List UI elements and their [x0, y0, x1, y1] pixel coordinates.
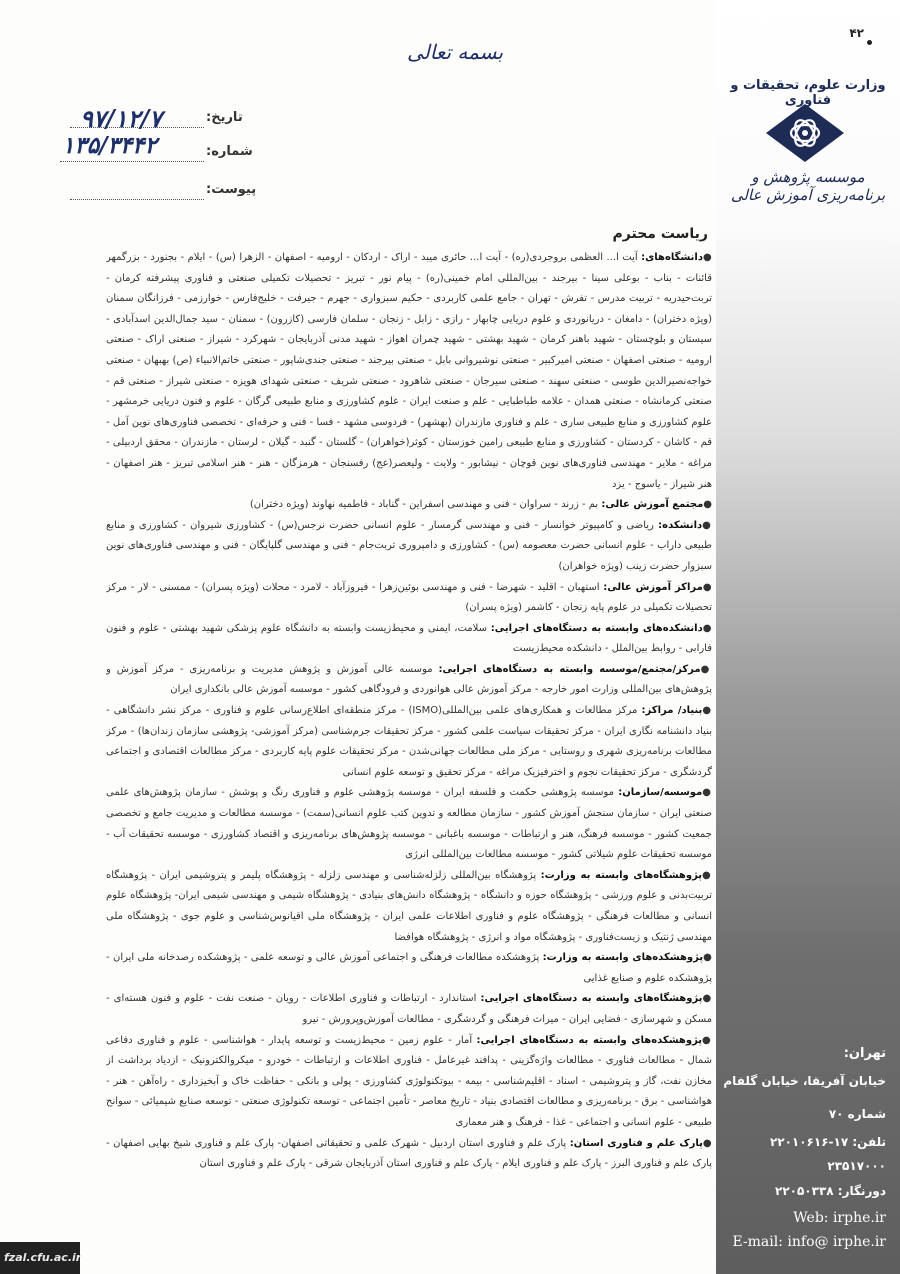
letter-body	[106, 248, 712, 1208]
address-street: خیابان آفریقا، خیابان گلفام	[723, 1074, 886, 1088]
page-number: ۴۲	[849, 26, 864, 40]
section-title: مرکز/مجتمع/موسسه وابسته به دستگاه‌های اجرایی:	[438, 663, 701, 675]
section-faculties: ●دانشکده: ریاضی و کامپیوتر خوانسار - فنی و مهندسی گرمسار - علوم انسانی حضرت نرجس(س) - کشاورزی شیروان - کشاورزی و منابع طبیعی داراب - علوم انسانی حضرت معصومه (س) - کشاورزی و دامپروری تربت‌جام - فنی و مهندسی گلپایگان - فنی و مهندسی فناوری‌های نوین سبزوار حضرت زینب (ویژه خواهران)	[106, 519, 712, 572]
section-title: مراکز آموزش عالی:	[603, 581, 703, 593]
dot-mark	[867, 40, 872, 45]
section-text: پژوهشکده مطالعات فرهنگی و اجتماعی آموزش عالی و توسعه علمی - پژوهشکده رصدخانه ملی ایران - پژوهشکده علوم و صنایع غذایی	[106, 952, 712, 984]
institute-logo	[764, 102, 846, 164]
email-link[interactable]: E-mail: info@ irphe.ir	[732, 1234, 886, 1250]
section-text: مرکز مطالعات و همکاری‌های علمی بین‌المللی(ISMO) - مرکز منطقه‌ای اطلاع‌رسانی علوم و فناوری - مرکز نشر دانشگاهی - بنیاد دانشنامه نگاری ایران - مرکز تحقیقات سیاست علمی کشور - مرکز تحقیقات جرم‌شناسی (مرکز آموزشی- پژوهشی سازمان زندان‌ها) - مرکز مطالعات برنامه‌ریزی شهری و روستایی - مرکز ملی مطالعات جهانی‌شدن - مرکز تحقیقات علوم پایه کاربردی - مرکز مطالعات اقتصادی و اجتماعی گردشگری - مرکز تحقیقات نجوم و اخترفیزیک مراغه - مرکز تحقیق و توسعه علوم انسانی	[106, 705, 712, 778]
section-text: موسسه پژوهشی حکمت و فلسفه ایران - موسسه پژوهشی علوم و فناوری رنگ و پوشش - سازمان پژوهش‌های علمی صنعتی ایران - سازمان سنجش آموزش کشور - سازمان مطالعه و تدوین کتب علوم انسانی(سمت) - موسسه مطالعات و مدیریت جامع و تخصصی جمعیت کشور - موسسه فرهنگ، هنر و ارتباطات - موسسه باغبانی - موسسه پژوهش‌های برنامه‌ریزی و اقتصاد کشاورزی - موسسه تحقیقات آب - موسسه تحقیقات علوم شیلاتی کشور - موسسه مطالعات بین‌المللی انرژی	[106, 787, 712, 861]
ministry-name: وزارت علوم، تحقیقات و فناوری	[730, 78, 886, 108]
section-title: بنیاد/ مراکز:	[641, 705, 703, 717]
site-badge-text: fzal.cfu.ac.ir	[4, 1251, 82, 1264]
address-number: شماره ۷۰	[828, 1107, 886, 1121]
section-text: ریاضی و کامپیوتر خوانسار - فنی و مهندسی گرمسار - علوم انسانی حضرت نرجس(س) - کشاورزی شیروان - کشاورزی و منابع طبیعی داراب - علوم انسانی حضرت معصومه (س) - کشاورزی و دامپروری تربت‌جام - فنی و مهندسی گلپایگان - فنی و مهندسی فناوری‌های نوین سبزوار حضرت زینب (ویژه خواهران)	[106, 519, 712, 572]
section-ministry-research-centers: ●پژوهشکده‌های وابسته به وزارت: پژوهشکده مطالعات فرهنگی و اجتماعی آموزش عالی و توسعه علمی - پژوهشکده رصدخانه ملی ایران - پژوهشکده علوم و صنایع غذایی	[106, 952, 712, 984]
salutation: ریاست محترم	[612, 226, 708, 242]
letterhead-sidebar	[716, 0, 900, 1274]
date-label: تاریخ:	[206, 110, 243, 125]
section-text: موسسه عالی آموزش و پژوهش مدیریت و برنامه‌ریزی - مرکز آموزش و پژوهش‌های بین‌المللی وزارت امور خارجه - مرکز آموزش عالی هوانوردی و فرودگاهی کشور - موسسه آموزش عالی بانکداری ایران	[106, 663, 712, 696]
section-title: پژوهشگاه‌های وابسته به وزارت:	[540, 869, 703, 881]
section-title: موسسه/سازمان:	[618, 787, 703, 799]
section-ministry-research-institutes: ●پژوهشگاه‌های وابسته به وزارت: پژوهشگاه بین‌المللی زلزله‌شناسی و مهندسی زلزله - پژوهشگاه پلیمر و پتروشیمی ایران - پژوهشگاه تربیت‌بدنی و علوم ورزشی - پژوهشگاه حوزه و دانشگاه - پژوهشگاه دانش‌های بنیادی - پژوهشگاه شیمی و مهندسی شیمی ایران- پژوهشگاه علوم انسانی و مطالعات فرهنگی - پژوهشگاه علوم و فناوری اطلاعات علمی ایران - پژوهشگاه ملی اقیانوس‌شناسی و علوم جوی - پژوهشگاه ملی مهندسی ژنتیک و زیست‌فناوری - پژوهشگاه مواد و انرژی - پژوهشگاه هوافضا	[106, 869, 712, 943]
section-title: پژوهشگاه‌های وابسته به دستگاه‌های اجرایی:	[480, 993, 703, 1005]
section-title: دانشکده‌های وابسته به دستگاه‌های اجرایی:	[490, 622, 703, 634]
section-higher-ed-centers: ●مراکز آموزش عالی: استهبان - اقلید - شهرضا - فنی و مهندسی بوئین‌زهرا - فیروزآباد - لامرد - محلات (ویژه پسران) - ممسنی - لار - مرکز تحصیلات تکمیلی در علوم پایه زنجان - کاشمر (ویژه پسران)	[106, 581, 712, 614]
section-title: دانشگاه‌های:	[641, 252, 703, 263]
date-value: ۹۷/۱۲/۷	[80, 104, 162, 133]
address-phone-2: ۲۳۵۱۷۰۰۰	[827, 1159, 886, 1173]
section-executive-research-centers: ●پژوهشکده‌های وابسته به دستگاه‌های اجرایی: آمار - علوم زمین - محیط‌زیست و توسعه پایدار - هواشناسی - علوم و فناوری دفاعی شمال - مطالعات فناوری - مطالعات واژه‌گزینی - پدافند غیرعامل - فناوری اطلاعات و ارتباطات - خودرو - میکروالکترونیک - ازدیاد برداشت از مخازن نفت، گاز و پتروشیمی - اسناد - اقلیم‌شناسی - بیمه - بیوتکنولوژی کشاورزی - پولی و بانکی - حفاظت خاک و آبخیزداری - راه‌آهن - هنر - هواشناسی - برق - برنامه‌ریزی و مطالعات اقتصادی بنیاد - تاریخ معاصر - تأمین اجتماعی - توسعه تکنولوژی صنعتی - توسعه صنایع شیمیائی - سوانح طبیعی - علوم انسانی و اجتماعی - غذا - فرهنگ و هنر معماری	[106, 1034, 712, 1128]
section-text: پارک علم و فناوری استان اردبیل - شهرک علمی و تحقیقاتی اصفهان- پارک علم و فناوری شیخ بهایی اصفهان - پارک علم و فناوری البرز - پارک علم و فناوری ایلام - پارک علم و فناوری استان آذربایجان شرقی - پارک علم و فناوری استان	[106, 1137, 712, 1170]
section-text: آیت ا... العظمی بروجردی(ره) - آیت ا... حائری میبد - اراک - اردکان - ارومیه - اصفهان - الزهرا (س) - ایلام - بجنورد - بزرگمهر قائنات - بناب - بوعلی سینا - بیرجند - بین‌المللی امام خمینی(ره) - پیام نور - تبریز - تحصیلات تکمیلی صنعتی و فناوری پیشرفته کرمان - تربت‌حیدریه - تربیت مدرس - تفرش - تهران - جامع علمی کاربردی - حکیم سبزواری - جهرم - جیرفت - خلیج‌فارس - خوارزمی - فرزانگان سمنان (ویژه دختران) - دامغان - دریانوردی و علوم دریایی چابهار - رازی - زابل - زنجان - سلمان فارسی (کازرون) - سمنان - سید جمال‌الدین اسدآبادی - سیستان و بلوچستان - شهید باهنر کرمان - شهید بهشتی - شهید چمران اهواز - شهید مدنی آذربایجان - شهرکرد - شیراز - صنعتی اراک - صنعتی ارومیه - صنعتی اصفهان - صنعتی امیرکبیر - صنعتی نوشیروانی بابل - صنعتی بیرجند - صنعتی جندی‌شاپور - صنعتی خاتم‌الانبیاء (ص) بهبهان - صنعتی خواجه‌نصیرالدین طوسی - صنعتی سهند - صنعتی سیرجان - صنعتی شاهرود - صنعتی شریف - صنعتی شهدای هویزه - صنعتی شیراز - صنعتی قم - صنعتی کرمانشاه - صنعتی همدان - علامه طباطبایی - علم و صنعت ایران - علوم کشاورزی و منابع طبیعی گرگان - علوم و فنون دریایی خرمشهر - علوم کشاورزی و منابع طبیعی ساری - علم و فناوری مازندران (بهشهر) - فردوسی مشهد - فسا - فنی و حرفه‌ای - تخصصی فناوری‌های نوین آمل - قم - کاشان - کردستان - کشاورزی و منابع طبیعی رامین خوزستان - کوثر(خواهران) - گلستان - گنبد - گیلان - لرستان - مازندران - محقق اردبیلی - مراغه - ملایر - مهندسی فناوری‌های نوین قوچان - نیشابور - ولایت - ولیعصر(عج) رفسنجان - هرمزگان - هنر - هنر اسلامی تبریز - هنر اصفهان - هنر شیراز - یاسوج - یزد	[106, 252, 712, 490]
website-link[interactable]: Web: irphe.ir	[793, 1210, 886, 1226]
section-organizations: ●موسسه/سازمان: موسسه پژوهشی حکمت و فلسفه ایران - موسسه پژوهشی علوم و فناوری رنگ و پوشش - سازمان پژوهش‌های علمی صنعتی ایران - سازمان سنجش آموزش کشور - سازمان مطالعه و تدوین کتب علوم انسانی(سمت) - موسسه مطالعات و مدیریت جامع و تخصصی جمعیت کشور - موسسه فرهنگ، هنر و ارتباطات - موسسه باغبانی - موسسه پژوهش‌های برنامه‌ریزی و اقتصاد کشاورزی - موسسه تحقیقات آب - موسسه تحقیقات علوم شیلاتی کشور - موسسه مطالعات بین‌المللی انرژی	[106, 787, 712, 861]
section-title: پژوهشکده‌های وابسته به وزارت:	[542, 952, 704, 964]
institute-name: موسسه پژوهش و برنامه‌ریزی آموزش عالی	[730, 168, 886, 204]
attachment-label: پیوست:	[206, 182, 257, 197]
section-text: استهبان - اقلید - شهرضا - فنی و مهندسی بوئین‌زهرا - فیروزآباد - لامرد - محلات (ویژه پسران) - ممسنی - لار - مرکز تحصیلات تکمیلی در علوم پایه زنجان - کاشمر (ویژه پسران)	[106, 581, 712, 614]
section-foundations-centers: ●بنیاد/ مراکز: مرکز مطالعات و همکاری‌های علمی بین‌المللی(ISMO) - مرکز منطقه‌ای اطلاع‌رسانی علوم و فناوری - مرکز نشر دانشگاهی - بنیاد دانشنامه نگاری ایران - مرکز تحقیقات سیاست علمی کشور - مرکز تحقیقات جرم‌شناسی (مرکز آموزشی- پژوهشی سازمان زندان‌ها) - مرکز مطالعات برنامه‌ریزی شهری و روستایی - مرکز ملی مطالعات جهانی‌شدن - مرکز تحقیقات علوم پایه کاربردی - مرکز مطالعات اقتصادی و اجتماعی گردشگری - مرکز تحقیقات نجوم و اخترفیزیک مراغه - مرکز تحقیق و توسعه علوم انسانی	[106, 705, 712, 778]
section-executive-research-institutes: ●پژوهشگاه‌های وابسته به دستگاه‌های اجرایی: استاندارد - ارتباطات و فناوری اطلاعات - رویان - صنعت نفت - علوم و فنون هسته‌ای - مسکن و شهرسازی - فضایی ایران - میراث فرهنگی و گردشگری - مطالعات آموزش‌وپرورش - نیرو	[106, 993, 712, 1025]
section-title: دانشکده:	[658, 519, 703, 531]
section-text: بم - زرند - سراوان - فنی و مهندسی اسفراین - گناباد - فاطمیه نهاوند (ویژه دختران)	[249, 499, 599, 511]
section-universities: ●دانشگاه‌های: آیت ا... العظمی بروجردی(ره) - آیت ا... حائری میبد - اراک - اردکان - ارومیه - اصفهان - الزهرا (س) - ایلام - بجنورد - بزرگمهر قائنات - بناب - بوعلی سینا - بیرجند - بین‌المللی امام خمینی(ره) - پیام نور - تبریز - تحصیلات تکمیلی صنعتی و فناوری پیشرفته کرمان - تربت‌حیدریه - تربیت مدرس - تفرش - تهران - جامع علمی کاربردی - حکیم سبزواری - جهرم - جیرفت - خلیج‌فارس - خوارزمی - فرزانگان سمنان (ویژه دختران) - دامغان - دریانوردی و علوم دریایی چابهار - رازی - زابل - زنجان - سلمان فارسی (کازرون) - سمنان - سید جمال‌الدین اسدآبادی - سیستان و بلوچستان - شهید باهنر کرمان - شهید بهشتی - شهید چمران اهواز - شهید مدنی آذربایجان - شهرکرد - شیراز - صنعتی اراک - صنعتی ارومیه - صنعتی اصفهان - صنعتی امیرکبیر - صنعتی نوشیروانی بابل - صنعتی بیرجند - صنعتی جندی‌شاپور - صنعتی خاتم‌الانبیاء (ص) بهبهان - صنعتی خواجه‌نصیرالدین طوسی - صنعتی سهند - صنعتی سیرجان - صنعتی شاهرود - صنعتی شریف - صنعتی شهدای هویزه - صنعتی شیراز - صنعتی قم - صنعتی کرمانشاه - صنعتی همدان - علامه طباطبایی - علم و صنعت ایران - علوم کشاورزی و منابع طبیعی گرگان - علوم و فنون دریایی خرمشهر - علوم کشاورزی و منابع طبیعی ساری - علم و فناوری مازندران (بهشهر) - فردوسی مشهد - فسا - فنی و حرفه‌ای - تخصصی فناوری‌های نوین آمل - قم - کاشان - کردستان - کشاورزی و منابع طبیعی رامین خوزستان - کوثر(خواهران) - گلستان - گنبد - گیلان - لرستان - مازندران - محقق اردبیلی - مراغه - ملایر - مهندسی فناوری‌های نوین قوچان - نیشابور - ولایت - ولیعصر(عج) رفسنجان - هرمزگان - هنر - هنر اسلامی تبریز - هنر اصفهان - هنر شیراز - یاسوج - یزد	[106, 252, 712, 490]
site-badge	[0, 1242, 80, 1274]
section-title: پارک علم و فناوری استان:	[569, 1137, 703, 1149]
section-text: پژوهشگاه بین‌المللی زلزله‌شناسی و مهندسی زلزله - پژوهشگاه پلیمر و پتروشیمی ایران - پژوهشگاه تربیت‌بدنی و علوم ورزشی - پژوهشگاه حوزه و دانشگاه - پژوهشگاه دانش‌های بنیادی - پژوهشگاه شیمی و مهندسی شیمی ایران- پژوهشگاه علوم انسانی و مطالعات فرهنگی - پژوهشگاه علوم و فناوری اطلاعات علمی ایران - پژوهشگاه ملی اقیانوس‌شناسی و علوم جوی - پژوهشگاه ملی مهندسی ژنتیک و زیست‌فناوری - پژوهشگاه مواد و انرژی - پژوهشگاه هوافضا	[106, 869, 712, 943]
section-title: پژوهشکده‌های وابسته به دستگاه‌های اجرایی:	[476, 1034, 703, 1046]
section-text: استاندارد - ارتباطات و فناوری اطلاعات - رویان - صنعت نفت - علوم و فنون هسته‌ای - مسکن و شهرسازی - فضایی ایران - میراث فرهنگی و گردشگری - مطالعات آموزش‌وپرورش - نیرو	[106, 993, 712, 1025]
letter-number-value: ۱۳۵/۳۴۴۲	[62, 132, 157, 159]
section-affiliated-faculties: ●دانشکده‌های وابسته به دستگاه‌های اجرایی: سلامت، ایمنی و محیط‌زیست وابسته به دانشگاه علوم پزشکی شهید بهشتی - علوم و فنون فارابی - روابط بین‌الملل - دانشکده محیط‌زیست	[106, 622, 712, 655]
number-label: شماره:	[206, 144, 253, 159]
address-phone: تلفن: ۱۷-۲۲۰۱۰۶۱۶	[769, 1135, 886, 1149]
section-affiliated-institutes: ●مرکز/مجتمع/موسسه وابسته به دستگاه‌های اجرایی: موسسه عالی آموزش و پژوهش مدیریت و برنامه‌ریزی - مرکز آموزش و پژوهش‌های بین‌المللی وزارت امور خارجه - مرکز آموزش عالی هوانوردی و فرودگاهی کشور - موسسه آموزش عالی بانکداری ایران	[106, 663, 712, 696]
section-higher-ed-complex: ●مجتمع آموزش عالی: بم - زرند - سراوان - فنی و مهندسی اسفراین - گناباد - فاطمیه نهاوند (ویژه دختران)	[249, 499, 712, 511]
section-text: آمار - علوم زمین - محیط‌زیست و توسعه پایدار - هواشناسی - علوم و فناوری دفاعی شمال - مطالعات فناوری - مطالعات واژه‌گزینی - پدافند غیرعامل - فناوری اطلاعات و ارتباطات - خودرو - میکروالکترونیک - ازدیاد برداشت از مخازن نفت، گاز و پتروشیمی - اسناد - اقلیم‌شناسی - بیمه - بیوتکنولوژی کشاورزی - پولی و بانکی - حفاظت خاک و آبخیزداری - راه‌آهن - هنر - هواشناسی - برق - برنامه‌ریزی و مطالعات اقتصادی بنیاد - تاریخ معاصر - تأمین اجتماعی - توسعه تکنولوژی صنعتی - توسعه صنایع شیمیائی - سوانح طبیعی - علوم انسانی و اجتماعی - غذا - فرهنگ و هنر معماری	[106, 1034, 712, 1128]
number-line	[60, 160, 204, 162]
address-city: تهران:	[843, 1046, 886, 1061]
section-science-parks: ●پارک علم و فناوری استان: پارک علم و فناوری استان اردبیل - شهرک علمی و تحقیقاتی اصفهان- پارک علم و فناوری شیخ بهایی اصفهان - پارک علم و فناوری البرز - پارک علم و فناوری ایلام - پارک علم و فناوری استان آذربایجان شرقی - پارک علم و فناوری استان	[106, 1137, 712, 1170]
section-text: سلامت، ایمنی و محیط‌زیست وابسته به دانشگاه علوم پزشکی شهید بهشتی - علوم و فنون فارابی - روابط بین‌الملل - دانشکده محیط‌زیست	[106, 622, 712, 655]
attachment-line	[70, 198, 204, 200]
address-fax: دورنگار: ۲۲۰۵۰۳۳۸	[775, 1184, 886, 1198]
section-title: مجتمع آموزش عالی:	[601, 499, 704, 511]
bismillah-heading: بسمه تعالی	[406, 40, 504, 64]
